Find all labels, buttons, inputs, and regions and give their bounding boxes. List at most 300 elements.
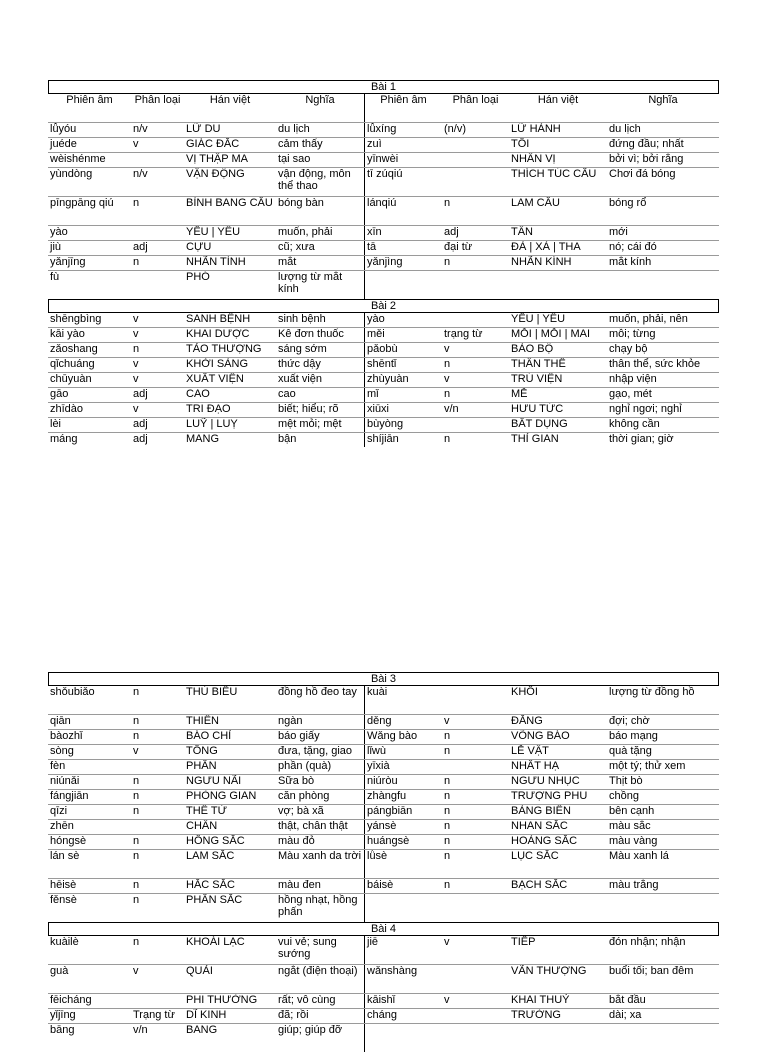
cell-nghia-2: một tý; thử xem [609, 760, 686, 772]
table-row [48, 432, 719, 447]
cell-phan-loai-2: n [444, 730, 451, 742]
cell-nghia: cao [278, 388, 296, 400]
cell-han-viet-2: KHAI THUỶ [511, 994, 570, 1006]
cell-phan-loai: n [133, 790, 140, 802]
cell-han-viet: CAO [186, 388, 210, 400]
cell-phan-loai: v [133, 745, 139, 757]
cell-phan-loai [131, 153, 184, 167]
cell-phien-am: kuàilè [50, 936, 79, 948]
cell-phien-am-2: kāishǐ [364, 994, 442, 1008]
cell-phan-loai [131, 760, 184, 774]
cell-phien-am: máng [50, 433, 78, 445]
cell-nghia-2: không cần [609, 418, 660, 430]
cell-nghia-2: đứng đầu; nhất [609, 138, 684, 150]
cell-nghia: xuất viện [278, 373, 323, 385]
cell-phan-loai: v [133, 965, 139, 977]
cell-phien-am-2: xīn [364, 226, 442, 240]
cell-phien-am: pīngpāng qiú [50, 197, 114, 209]
cell-phan-loai: v [133, 313, 139, 325]
table-row [48, 686, 719, 714]
cell-phien-am: guà [50, 965, 69, 977]
cell-phan-loai-2: n [444, 820, 451, 832]
cell-nghia-2: nó; cái đó [609, 241, 657, 253]
cell-han-viet: PHÓ [186, 271, 210, 283]
vocab-sheet-page-1 [48, 80, 719, 447]
cell-phan-loai: adj [133, 241, 148, 253]
cell-nghia-2: bóng rổ [609, 197, 647, 209]
cell-phien-am: wèishénme [50, 153, 106, 165]
cell-phien-am: shēngbìng [50, 313, 102, 325]
column-header-row [48, 94, 719, 122]
cell-phan-loai-2: (n/v) [444, 123, 466, 135]
cell-han-viet: BANG [186, 1024, 218, 1036]
cell-phan-loai-2 [442, 760, 509, 774]
table-row [48, 240, 719, 255]
cell-nghia: hồng nhạt, hồng phấn [278, 894, 358, 918]
cell-phien-am-2: lǚxíng [364, 123, 442, 137]
cell-phan-loai-2 [442, 1009, 509, 1023]
cell-han-viet: LUỸ | LUỴ [186, 418, 238, 430]
cell-nghia-2: Màu xanh lá [609, 850, 669, 862]
cell-han-viet: PHI THƯỜNG [186, 994, 258, 1006]
header-phien-am-2: Phiên âm [364, 94, 442, 122]
cell-nghia: lượng từ mắt kính [278, 271, 343, 295]
cell-nghia-2: chồng [609, 790, 639, 802]
cell-phien-am-2: yīnwèi [364, 153, 442, 167]
cell-nghia: đã; rồi [278, 1009, 309, 1021]
cell-han-viet-2: VÃN THƯỢNG [511, 965, 587, 977]
cell-nghia: biết; hiểu; rõ [278, 403, 339, 415]
cell-nghia: vợ; bà xã [278, 805, 324, 817]
table-row [48, 327, 719, 342]
cell-phien-am-2: shēntǐ [364, 358, 442, 372]
cell-nghia: mệt mỏi; mệt [278, 418, 342, 430]
cell-phan-loai: v [133, 373, 139, 385]
cell-nghia-2: muốn, phải, nên [609, 313, 688, 325]
cell-nghia: giúp; giúp đỡ [278, 1024, 343, 1036]
cell-phan-loai-2 [442, 138, 509, 152]
cell-phien-am-2 [364, 271, 442, 299]
cell-phien-am: lǚyóu [50, 123, 77, 135]
cell-nghia: sinh bệnh [278, 313, 326, 325]
cell-phan-loai: v [133, 328, 139, 340]
section-body [48, 122, 719, 299]
cell-han-viet-2: ĐÀ | XÀ | THA [511, 241, 581, 253]
cell-phan-loai [131, 994, 184, 1008]
cell-phien-am: hóngsè [50, 835, 87, 847]
header-nghia-2: Nghĩa [648, 94, 678, 106]
section-title-bai-2: Bài 2 [48, 299, 719, 313]
header-han-viet: Hán việt [209, 94, 251, 106]
cell-nghia: thật, chân thật [278, 820, 348, 832]
cell-phan-loai-2: trạng từ [444, 328, 483, 340]
cell-han-viet-2: LỤC SẮC [511, 850, 559, 862]
cell-phan-loai-2 [442, 686, 509, 714]
cell-phien-am-2: bùyòng [364, 418, 442, 432]
cell-nghia-2: mắt kính [609, 256, 652, 268]
cell-han-viet-2 [509, 271, 607, 299]
cell-phien-am: lán sè [50, 850, 80, 862]
cell-phan-loai [131, 820, 184, 834]
cell-phan-loai: n [133, 805, 140, 817]
cell-phan-loai-2 [442, 168, 509, 196]
cell-phien-am-2: pángbiān [364, 805, 442, 819]
table-row [48, 1008, 719, 1023]
cell-han-viet: QUẢI [186, 965, 213, 977]
table-row [48, 819, 719, 834]
cell-nghia: bận [278, 433, 297, 445]
cell-phan-loai-2: n [444, 850, 451, 862]
cell-phien-am-2: yánsè [364, 820, 442, 834]
cell-nghia: vận động, môn thể thao [278, 168, 351, 192]
cell-han-viet-2: HOÀNG SẮC [511, 835, 578, 847]
cell-han-viet-2: MỖI | MỖI | MAI [511, 328, 591, 340]
cell-han-viet: YẾU | YÊU [186, 226, 241, 238]
cell-phien-am: fēicháng [50, 994, 92, 1006]
cell-phan-loai-2: n [444, 433, 451, 445]
cell-han-viet: XUẤT VIỆN [186, 373, 244, 385]
cell-phien-am-2: xiūxi [364, 403, 442, 417]
cell-phien-am: bàozhǐ [50, 730, 83, 742]
cell-nghia: màu đen [278, 879, 321, 891]
cell-han-viet: THÊ TỬ [186, 805, 227, 817]
cell-phien-am-2 [364, 894, 442, 922]
cell-nghia: thức dậy [278, 358, 321, 370]
cell-phien-am-2: cháng [364, 1009, 442, 1023]
cell-phien-am: qīzi [50, 805, 68, 817]
cell-phien-am: yào [50, 226, 68, 238]
cell-phien-am: fù [50, 271, 60, 283]
cell-nghia-2: đón nhận; nhận [609, 936, 686, 948]
table-row [48, 196, 719, 225]
cell-han-viet: NGƯU NÃI [186, 775, 242, 787]
cell-nghia-2: nghỉ ngơi; nghỉ [609, 403, 682, 415]
cell-han-viet: TẢO THƯỢNG [186, 343, 262, 355]
table-row [48, 357, 719, 372]
cell-phien-am: fèn [50, 760, 66, 772]
cell-nghia-2: Chơi đá bóng [609, 168, 676, 180]
cell-phien-am-2: tī zúqiú [364, 168, 442, 196]
cell-han-viet: PHẤN SẮC [186, 894, 243, 906]
table-row [48, 759, 719, 774]
cell-nghia-2: nhập viện [609, 373, 657, 385]
vocab-sheet-page-2 [48, 672, 719, 1052]
cell-nghia: Sữa bò [278, 775, 315, 787]
cell-han-viet: PHÒNG GIAN [186, 790, 257, 802]
table-row [48, 402, 719, 417]
cell-phien-am: juéde [50, 138, 77, 150]
cell-phan-loai-2 [442, 313, 509, 327]
cell-phien-am: chūyuàn [50, 373, 92, 385]
cell-phien-am-2: lánqiú [364, 197, 442, 225]
cell-nghia: rất; vô cùng [278, 994, 336, 1006]
cell-phien-am-2: pǎobù [364, 343, 442, 357]
section-title-bai-3: Bài 3 [48, 672, 719, 686]
cell-han-viet: BÌNH BANG CẦU [186, 197, 273, 209]
cell-nghia: màu đỏ [278, 835, 315, 847]
cell-nghia: du lịch [278, 123, 310, 135]
table-row [48, 152, 719, 167]
cell-phan-loai: n [133, 775, 140, 787]
cell-phien-am-2 [364, 1024, 442, 1052]
table-row [48, 342, 719, 357]
table-row [48, 893, 719, 922]
cell-han-viet: KHAI DƯỢC [186, 328, 250, 340]
cell-phien-am: lèi [50, 418, 62, 430]
table-row [48, 714, 719, 729]
table-row [48, 372, 719, 387]
cell-phan-loai: n [133, 197, 140, 209]
cell-phan-loai-2: n [444, 358, 451, 370]
cell-phien-am-2: shíjiān [364, 433, 442, 447]
header-nghia: Nghĩa [305, 94, 335, 106]
cell-phien-am: zhīdào [50, 403, 84, 415]
cell-phien-am: fěnsè [50, 894, 77, 906]
cell-phan-loai: n [133, 936, 140, 948]
cell-phan-loai: v [133, 138, 139, 150]
cell-phien-am-2: niúròu [364, 775, 442, 789]
cell-phien-am-2: wǎnshàng [364, 965, 442, 993]
cell-han-viet-2: YẾU | YÊU [511, 313, 566, 325]
cell-han-viet: GIÁC ĐẮC [186, 138, 240, 150]
cell-nghia-2: bên cạnh [609, 805, 655, 817]
header-phan-loai: Phân loại [134, 94, 181, 106]
cell-han-viet-2: LAM CẦU [511, 197, 560, 209]
cell-phien-am: shǒubiǎo [50, 686, 95, 698]
cell-phan-loai-2: n [444, 745, 451, 757]
cell-nghia: bóng bàn [278, 197, 324, 209]
table-row [48, 804, 719, 819]
cell-phan-loai: v/n [133, 1024, 148, 1036]
cell-han-viet-2: THÍCH TÚC CẦU [511, 168, 597, 180]
cell-phien-am-2: zuì [364, 138, 442, 152]
cell-phan-loai-2: n [444, 805, 451, 817]
table-row [48, 255, 719, 270]
cell-phan-loai-2 [442, 418, 509, 432]
cell-phan-loai-2 [442, 271, 509, 299]
cell-phan-loai: v [133, 403, 139, 415]
cell-han-viet: VẬN ĐỘNG [186, 168, 245, 180]
cell-han-viet-2: TRƯỜNG [511, 1009, 561, 1021]
cell-phien-am: hēisè [50, 879, 77, 891]
cell-han-viet-2: NHẤT HẠ [511, 760, 560, 772]
cell-phien-am-2: kuài [364, 686, 442, 714]
cell-nghia-2 [607, 894, 719, 922]
cell-phien-am-2: lǐwù [364, 745, 442, 759]
cell-phan-loai: n [133, 256, 140, 268]
cell-nghia-2: bắt đầu [609, 994, 646, 1006]
cell-phien-am-2: děng [364, 715, 442, 729]
section-body [48, 686, 719, 922]
table-row [48, 878, 719, 893]
table-row [48, 313, 719, 327]
cell-han-viet-2: MỄ [511, 388, 528, 400]
table-row [48, 849, 719, 878]
cell-phien-am: yùndòng [50, 168, 93, 180]
cell-nghia: tại sao [278, 153, 311, 165]
cell-phien-am-2: mǐ [364, 388, 442, 402]
cell-han-viet-2 [509, 894, 607, 922]
table-row [48, 744, 719, 759]
cell-phan-loai: n [133, 879, 140, 891]
cell-nghia: báo giấy [278, 730, 320, 742]
cell-phan-loai-2 [442, 965, 509, 993]
cell-han-viet: THỦ BIỂU [186, 686, 238, 698]
cell-phien-am-2: báisè [364, 879, 442, 893]
cell-nghia-2: chạy bộ [609, 343, 648, 355]
table-row [48, 774, 719, 789]
cell-phien-am: bāng [50, 1024, 75, 1036]
cell-han-viet-2: HƯU TỨC [511, 403, 564, 415]
cell-phien-am-2: Wǎng bào [364, 730, 442, 744]
cell-nghia-2: buổi tối; ban đêm [609, 965, 694, 977]
cell-phan-loai: n/v [133, 123, 148, 135]
cell-phan-loai [131, 271, 184, 299]
cell-phan-loai: n [133, 686, 140, 698]
table-row [48, 417, 719, 432]
cell-nghia-2 [607, 271, 719, 299]
table-row [48, 1023, 719, 1052]
table-row [48, 729, 719, 744]
cell-nghia-2: màu trắng [609, 879, 659, 891]
cell-nghia-2: đợi; chờ [609, 715, 650, 727]
table-row [48, 834, 719, 849]
cell-nghia: Kê đơn thuốc [278, 328, 344, 340]
cell-nghia-2: báo mạng [609, 730, 658, 742]
table-row [48, 387, 719, 402]
cell-nghia: muốn, phải [278, 226, 333, 238]
cell-han-viet: SANH BỆNH [186, 313, 251, 325]
cell-nghia-2 [607, 1024, 719, 1052]
cell-nghia-2: mới [609, 226, 628, 238]
cell-phien-am: sòng [50, 745, 74, 757]
cell-phien-am: yǐjīng [50, 1009, 76, 1021]
cell-nghia-2: dài; xa [609, 1009, 642, 1021]
table-row [48, 964, 719, 993]
cell-phan-loai: Trạng từ [133, 1009, 175, 1021]
cell-han-viet-2: TRƯỢNG PHU [511, 790, 588, 802]
table-row [48, 122, 719, 137]
cell-nghia: cũ; xưa [278, 241, 315, 253]
cell-han-viet: DĨ KINH [186, 1009, 227, 1021]
cell-phien-am: kāi yào [50, 328, 85, 340]
section-title-bai-4: Bài 4 [48, 922, 719, 936]
cell-phan-loai-2: n [444, 388, 451, 400]
cell-han-viet-2: BÀNG BIÊN [511, 805, 571, 817]
cell-han-viet: PHẦN [186, 760, 217, 772]
cell-phan-loai-2: n [444, 835, 451, 847]
cell-phien-am-2: jiē [364, 936, 442, 964]
cell-han-viet: CHÂN [186, 820, 218, 832]
cell-nghia-2: du lịch [609, 123, 641, 135]
cell-nghia: Màu xanh da trời [278, 850, 362, 862]
cell-nghia: vui vẻ; sung sướng [278, 936, 337, 960]
cell-han-viet: HẮC SẮC [186, 879, 235, 891]
cell-phien-am: zhēn [50, 820, 74, 832]
cell-han-viet-2: NHÂN VỊ [511, 153, 556, 165]
cell-han-viet: LỮ DU [186, 123, 221, 135]
cell-nghia-2: Thịt bò [609, 775, 643, 787]
cell-phan-loai-2: v [444, 715, 450, 727]
cell-nghia-2: bởi vì; bởi rằng [609, 153, 684, 165]
cell-han-viet: TỐNG [186, 745, 218, 757]
cell-nghia: cảm thấy [278, 138, 323, 150]
cell-han-viet-2: TRÚ VIỆN [511, 373, 563, 385]
cell-phan-loai: n [133, 835, 140, 847]
cell-phan-loai: adj [133, 433, 148, 445]
cell-nghia: đưa, tặng, giao [278, 745, 353, 757]
cell-phien-am: yǎnjīng [50, 256, 86, 268]
cell-phien-am-2: yǎnjìng [364, 256, 442, 270]
cell-phien-am-2: yào [364, 313, 442, 327]
cell-phan-loai-2: n [444, 256, 451, 268]
cell-han-viet-2: TÂN [511, 226, 533, 238]
cell-phien-am-2: yīxià [364, 760, 442, 774]
cell-han-viet: TRI ĐẠO [186, 403, 231, 415]
cell-nghia-2: lượng từ đồng hồ [609, 686, 695, 698]
cell-phien-am-2: huángsè [364, 835, 442, 849]
cell-phien-am: gāo [50, 388, 69, 400]
cell-phien-am: jiù [50, 241, 62, 253]
cell-phan-loai: adj [133, 418, 148, 430]
cell-nghia: ngàn [278, 715, 303, 727]
cell-han-viet: KHỞI SÀNG [186, 358, 248, 370]
cell-phan-loai: n [133, 715, 140, 727]
cell-phien-am-2: tā [364, 241, 442, 255]
table-row [48, 225, 719, 240]
cell-han-viet: NHÃN TÌNH [186, 256, 246, 268]
cell-nghia: phần (quà) [278, 760, 332, 772]
table-row [48, 270, 719, 299]
cell-han-viet: THIÊN [186, 715, 219, 727]
cell-han-viet-2: TIẾP [511, 936, 536, 948]
cell-phien-am-2: zhùyuàn [364, 373, 442, 387]
section-body [48, 313, 719, 447]
cell-phan-loai: n [133, 730, 140, 742]
cell-nghia: mắt [278, 256, 297, 268]
cell-han-viet-2: TỐI [511, 138, 530, 150]
cell-han-viet-2: BẤT DỤNG [511, 418, 568, 430]
cell-phan-loai-2: adj [444, 226, 459, 238]
section-title-bai-1: Bài 1 [48, 80, 719, 94]
cell-phan-loai-2: n [444, 775, 451, 787]
cell-han-viet-2: NHAN SẮC [511, 820, 568, 832]
cell-phan-loai-2: v/n [444, 403, 459, 415]
cell-phien-am-2: měi [364, 328, 442, 342]
cell-han-viet: KHOÁI LẠC [186, 936, 245, 948]
cell-phien-am: zǎoshang [50, 343, 98, 355]
cell-phan-loai-2: n [444, 197, 451, 209]
cell-han-viet-2: BÀO BỘ [511, 343, 554, 355]
cell-han-viet: CỰU [186, 241, 212, 253]
header-phien-am: Phiên âm [66, 94, 113, 106]
cell-han-viet: BÁO CHỈ [186, 730, 232, 742]
header-han-viet-2: Hán việt [537, 94, 579, 106]
cell-nghia-2: thân thể, sức khỏe [609, 358, 701, 370]
cell-nghia-2: màu vàng [609, 835, 658, 847]
cell-han-viet-2: THỈ GIAN [511, 433, 559, 445]
cell-phan-loai-2: v [444, 936, 450, 948]
cell-phan-loai: n [133, 850, 140, 862]
section-body [48, 936, 719, 1052]
table-row [48, 936, 719, 964]
cell-phien-am: qiān [50, 715, 71, 727]
cell-phien-am: niúnǎi [50, 775, 80, 787]
cell-han-viet-2: LỮ HÀNH [511, 123, 561, 135]
cell-han-viet: MANG [186, 433, 219, 445]
cell-han-viet-2: NHÃN KÍNH [511, 256, 572, 268]
table-row [48, 137, 719, 152]
